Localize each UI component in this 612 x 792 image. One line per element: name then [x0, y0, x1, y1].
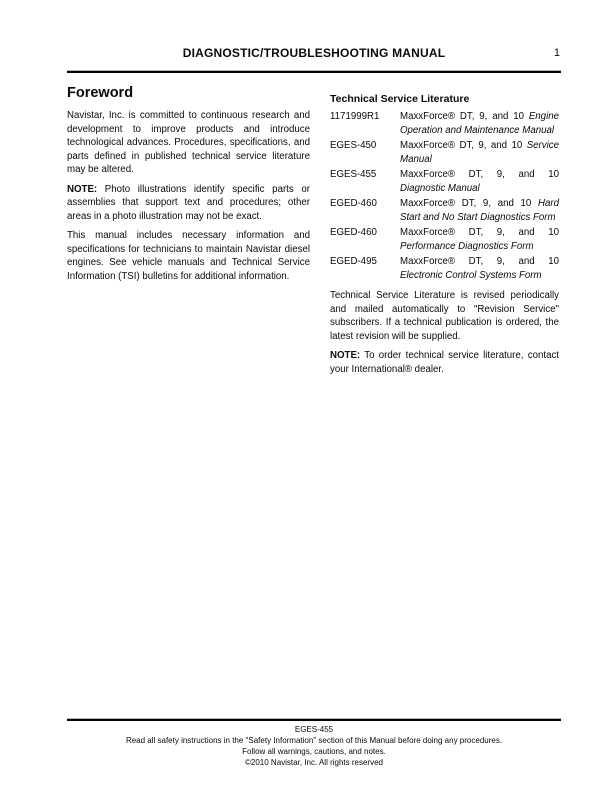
note-label: NOTE: — [67, 183, 98, 195]
literature-code: 1171999R1 — [330, 111, 380, 122]
literature-title: MaxxForce® DT, 9, and 10 Service Manual — [400, 140, 559, 165]
literature-code: EGED-495 — [330, 256, 377, 267]
foreword-heading: Foreword — [67, 85, 134, 101]
note-label: NOTE: — [330, 350, 361, 361]
page-number: 1 — [553, 47, 560, 59]
header-rule — [67, 70, 561, 73]
foreword-paragraph-3: This manual includes necessary information and specifications for technicians to maintain Navistar diesel engines. See vehicle manuals and Technical Service Information (TSI) bulletins for additional information. — [67, 230, 310, 282]
literature-code: EGED-460 — [330, 227, 377, 238]
note-text: Photo illustrations identify specific parts or assemblies that support text and procedures; other areas in a photo illustration may not be exact. — [67, 183, 310, 222]
literature-column — [330, 93, 559, 382]
foreword-column — [67, 85, 310, 289]
header-title: DIAGNOSTIC/TROUBLESHOOTING MANUAL — [182, 46, 446, 60]
literature-row — [330, 226, 559, 253]
literature-row — [330, 110, 559, 137]
literature-title: MaxxForce® DT, 9, and 10 Engine Operation and Maintenance Manual — [400, 111, 559, 136]
literature-title: MaxxForce® DT, 9, and 10 Electronic Control Systems Form — [400, 256, 559, 281]
literature-row — [330, 197, 559, 224]
literature-row — [330, 168, 559, 195]
literature-note-paragraph — [330, 349, 559, 376]
page-header — [67, 46, 561, 60]
literature-title: MaxxForce® DT, 9, and 10 Performance Diagnostics Form — [400, 227, 559, 252]
literature-row — [330, 139, 559, 166]
footer-safety-line: Read all safety instructions in the "Safety Information" section of this Manual before doing any procedures. — [125, 736, 503, 745]
page-footer — [67, 724, 561, 768]
literature-title: MaxxForce® DT, 9, and 10 Hard Start and No Start Diagnostics Form — [400, 198, 559, 223]
literature-code: EGES-455 — [330, 169, 377, 180]
literature-code: EGES-450 — [330, 140, 377, 151]
footer-copyright-line: ©2010 Navistar, Inc. All rights reserved — [245, 758, 383, 767]
revision-paragraph: Technical Service Literature is revised periodically and mailed automatically to "Revision Service" subscribers. If a technical publication is ordered, the latest revision will be supplied. — [330, 290, 559, 342]
note-text: To order technical service literature, contact your International® dealer. — [330, 350, 559, 375]
footer-doc-code: EGES-455 — [294, 725, 334, 734]
foreword-paragraph-1: Navistar, Inc. is committed to continuous research and development to improve products and introduce technological advances. Procedures, specifications, and parts defined in published technical service literature may be altered. — [67, 110, 310, 175]
foreword-note-paragraph — [67, 183, 310, 224]
literature-row — [330, 255, 559, 282]
literature-code: EGED-460 — [330, 198, 377, 209]
footer-rule — [67, 718, 561, 721]
literature-title: MaxxForce® DT, 9, and 10 Diagnostic Manual — [400, 169, 559, 194]
footer-warnings-line: Follow all warnings, cautions, and notes. — [242, 747, 386, 756]
literature-heading: Technical Service Literature — [330, 93, 470, 105]
